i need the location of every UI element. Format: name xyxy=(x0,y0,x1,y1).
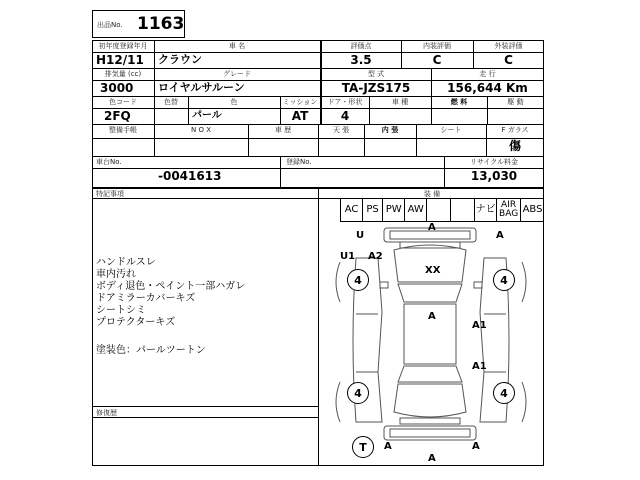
mark-rear-right: A xyxy=(472,441,480,452)
note-line: ボディ退色・ペイント一部ハガレ xyxy=(96,281,246,292)
mark-u1: U1 xyxy=(340,251,356,262)
reg-label: 登録No. xyxy=(286,158,312,166)
mileage-value: 156,644 Km xyxy=(447,81,528,95)
equip-aw: AW xyxy=(404,198,426,221)
doors-value: 4 xyxy=(340,109,350,123)
displacement-value: 3000 xyxy=(100,81,134,95)
mark-front-top: A xyxy=(428,222,436,233)
tire-front-right-icon: 4 xyxy=(493,269,515,291)
doors-label: ドア・形状 xyxy=(327,98,363,106)
tire-rear-right-icon: 4 xyxy=(493,382,515,404)
mark-roof: XX xyxy=(425,265,441,276)
note-line: 車内汚れ xyxy=(96,269,136,280)
lot-box xyxy=(92,10,185,38)
mark-door-r-rear: A1 xyxy=(472,361,487,372)
name-label: 車 名 xyxy=(228,42,246,50)
equip-blank xyxy=(426,198,450,221)
equip-pw: PW xyxy=(382,198,404,221)
mark-door-r-front: A1 xyxy=(472,320,487,331)
glass-value: 傷 xyxy=(508,139,521,153)
displacement-label: 排気量 (cc) xyxy=(104,70,142,78)
tire-rear-left-icon: 4 xyxy=(347,382,369,404)
chassis-label: 車台No. xyxy=(96,158,122,166)
mark-trunk: A xyxy=(428,453,436,464)
grade-label: グレード xyxy=(223,70,251,78)
grade-value: ロイヤルサルーン xyxy=(158,81,245,94)
exterior-value: C xyxy=(504,53,513,67)
name-value: クラウン xyxy=(158,53,202,66)
nox-label: N O X xyxy=(191,126,211,134)
spare-tire-icon: T xyxy=(352,436,374,458)
mileage-label: 走 行 xyxy=(479,70,496,78)
equipment-label: 装 備 xyxy=(423,190,441,198)
equip-navi: ナビ xyxy=(474,198,496,221)
recycle-label: リサイクル料金 xyxy=(469,158,519,166)
interior-value: C xyxy=(432,53,442,67)
color-code-value: 2FQ xyxy=(104,109,131,123)
model-value: TA-JZS175 xyxy=(341,81,411,95)
equip-ps: PS xyxy=(362,198,382,221)
equip-blank xyxy=(450,198,474,221)
notes-list xyxy=(96,257,316,357)
color-value: パール xyxy=(192,110,222,121)
note-line: 塗装色：パールツートン xyxy=(96,345,206,356)
lot-number: 1163 xyxy=(137,14,185,34)
mission-label: ミッション xyxy=(282,98,318,106)
lot-label: 出品No. xyxy=(97,21,123,29)
roof-label: 天 張 xyxy=(332,126,350,134)
mark-hood: A xyxy=(428,311,436,322)
note-line: ハンドルスレ xyxy=(96,257,156,268)
exterior-label: 外装評価 xyxy=(494,42,523,50)
mark-rear-left: A xyxy=(384,441,392,452)
drive-label: 駆 動 xyxy=(507,98,524,106)
year-label: 初年度登録年月 xyxy=(98,42,148,50)
chassis-value: -0041613 xyxy=(158,169,222,183)
score-label: 評価点 xyxy=(350,42,372,50)
seat-label: シート xyxy=(440,126,462,134)
equip-ac: AC xyxy=(340,198,362,221)
recycle-value: 13,030 xyxy=(470,169,518,183)
maintenance-label: 整備手帳 xyxy=(109,126,137,134)
interior-label: 内装評価 xyxy=(423,42,451,50)
tire-front-left-icon: 4 xyxy=(347,269,369,291)
year-value: H12/11 xyxy=(96,53,144,67)
equipment-bar xyxy=(340,198,544,222)
color-code-label: 色コード xyxy=(109,98,137,106)
model-label: 型 式 xyxy=(367,70,385,78)
repair-label: 修復歴 xyxy=(96,409,117,417)
fuel-label: 燃 料 xyxy=(450,98,468,106)
notes-label: 特記事項 xyxy=(96,190,124,198)
vehicle-type-label: 車 種 xyxy=(391,98,409,106)
note-line: プロテクターキズ xyxy=(96,317,176,328)
note-line xyxy=(96,329,316,341)
note-line: ドアミラーカバーキズ xyxy=(96,293,196,304)
mark-u: U xyxy=(356,230,365,241)
score-value: 3.5 xyxy=(350,53,372,67)
mark-front-right: A xyxy=(496,230,504,241)
equip-abs: ABS xyxy=(520,198,544,221)
interior-lining-label: 内 張 xyxy=(381,126,399,134)
mark-a2: A2 xyxy=(368,251,383,262)
note-line: シートシミ xyxy=(96,305,146,316)
color-type-label: 色替 xyxy=(164,98,178,106)
equip-airbag: AIR BAG xyxy=(496,198,520,221)
glass-label: F ガラス xyxy=(501,126,529,134)
mission-value: AT xyxy=(291,109,309,123)
history-label: 車 歴 xyxy=(274,126,292,134)
color-label: 色 xyxy=(230,98,238,106)
